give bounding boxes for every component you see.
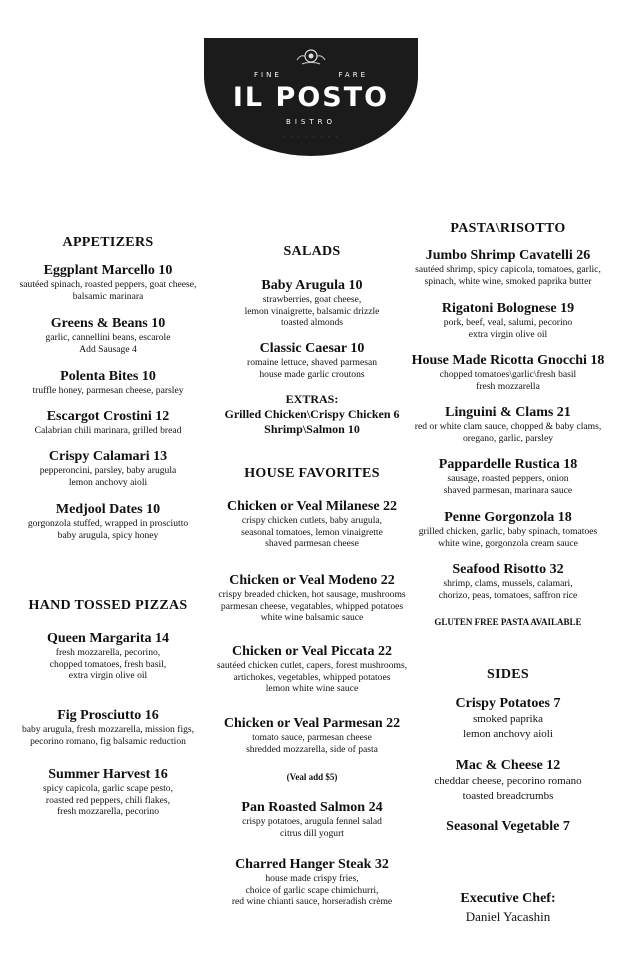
item-desc: crispy breaded chicken, hot sausage, mushrooms [218,589,406,600]
logo-fine: FINE [254,71,282,79]
item-name: Chicken or Veal Milanese 22 [226,499,398,514]
item-desc: shaved parmesan, marinara sauce [443,484,573,496]
menu-item [210,277,414,329]
menu-item [6,766,210,818]
item-desc: spicy capicola, garlic scape pesto, [43,783,173,794]
item-desc: chopped tomatoes\garlic\fresh basil [439,369,577,380]
menu-item [398,757,618,804]
item-desc: spinach, white wine, smoked paprika butter [424,275,592,287]
item-desc: strawberries, goat cheese, [262,294,362,305]
item-desc: choice of garlic scape chimichurri, [245,884,379,896]
menu-item [6,315,210,355]
item-name: Pan Roasted Salmon 24 [241,800,383,815]
item-desc: sausage, roasted peppers, onion [447,473,569,484]
item-name: Classic Caesar 10 [259,341,365,356]
gluten-free-note [398,617,618,628]
item-name: House Made Ricotta Gnocchi 18 [411,353,605,368]
item-desc: lemon white wine sauce [265,683,359,694]
item-desc: grilled chicken, garlic, baby spinach, tomatoes [418,526,598,537]
menu-item [6,501,210,541]
item-desc: artichokes, vegetables, whipped potatoes [233,671,391,683]
menu-item [398,695,618,742]
item-desc: baby arugula, fresh mozzarella, mission figs, [21,724,195,735]
menu-item [6,630,210,682]
item-name: Eggplant Marcello 10 [43,263,173,278]
item-desc: pepperoncini, parsley, baby arugula [39,465,177,476]
menu-item [398,352,618,392]
item-name: Fig Prosciutto 16 [57,708,159,723]
menu-item [6,368,210,397]
menu-item [6,707,210,747]
extras-line: Grilled Chicken\Crispy Chicken 6 [224,407,400,421]
item-name: Chicken or Veal Piccata 22 [232,644,392,659]
item-name: Chicken or Veal Modeno 22 [229,573,395,588]
item-name: Charred Hanger Steak 32 [235,857,389,872]
menu-item [6,408,210,437]
item-name: Polenta Bites 10 [60,369,156,384]
item-name: Rigatoni Bolognese 19 [441,301,575,316]
menu-item [210,643,414,695]
logo-name: IL POSTO [232,82,390,113]
menu-item [210,498,414,550]
item-desc: balsamic marinara [72,290,144,302]
item-desc: red wine chianti sauce, horseradish crème [231,896,393,907]
chef-label: Executive Chef: [460,891,556,906]
item-desc: baby arugula, spicy honey [57,529,159,541]
salad-extras [210,392,414,437]
menu-item [6,262,210,302]
menu-item [398,509,618,549]
item-desc: crispy potatoes, arugula fennel salad [242,816,382,827]
restaurant-logo [204,38,418,156]
extras-line: Shrimp\Salmon 10 [264,422,360,436]
item-desc: smoked paprika [473,713,543,725]
item-desc: garlic, cannellini beans, escarole [45,332,171,343]
gluten-free-text: GLUTEN FREE PASTA AVAILABLE [434,617,582,627]
item-desc: shredded mozzarella, side of pasta [246,743,378,755]
item-desc: red or white clam sauce, chopped & baby clams, [414,421,602,432]
item-desc: romaine lettuce, shaved parmesan [247,357,377,368]
menu-item [398,300,618,340]
logo-fare: FARE [338,71,368,79]
item-name: Crispy Calamari 13 [48,449,168,464]
item-name: Chicken or Veal Parmesan 22 [223,716,401,731]
item-desc: truffle honey, parmesan cheese, parsley [32,385,184,396]
item-desc: roasted red peppers, chili flakes, [45,794,171,806]
item-name: Queen Margarita 14 [46,631,170,646]
menu-item [210,799,414,839]
menu-item [398,456,618,496]
item-name: Linguini & Clams 21 [445,405,571,420]
menu-item [398,561,618,601]
menu-item [398,404,618,444]
item-desc: toasted breadcrumbs [462,790,554,802]
item-name: Greens & Beans 10 [50,316,166,331]
item-name: Summer Harvest 16 [48,767,168,782]
item-name: Seasonal Vegetable 7 [446,819,570,834]
item-desc: white wine balsamic sauce [260,612,364,623]
item-desc: oregano, garlic, parsley [462,432,554,444]
item-desc: pecorino romano, fig balsamic reduction [30,735,186,747]
menu-item [210,715,414,755]
item-desc: lemon anchovy aioli [463,728,553,740]
item-name: Jumbo Shrimp Cavatelli 26 [425,248,591,263]
veal-note [210,772,414,783]
item-desc: seasonal tomatoes, lemon vinaigrette [241,526,383,538]
menu-item [6,448,210,488]
item-desc: chorizo, peas, tomatoes, saffron rice [438,589,578,601]
item-desc: gorgonzola stuffed, wrapped in prosciutto [27,518,189,529]
section-heading-salads: SALADS [283,244,341,259]
item-name: Pappardelle Rustica 18 [438,457,578,472]
item-desc: extra virgin olive oil [68,670,148,681]
chef-name: Daniel Yacashin [465,909,551,924]
item-desc: chopped tomatoes, fresh basil, [49,658,167,670]
item-desc: parmesan cheese, vegatables, whipped potatoes [220,600,404,612]
logo-bistro: BISTRO [286,118,336,126]
menu-item [398,247,618,287]
section-heading-pasta: PASTA\RISOTTO [450,221,566,236]
item-desc: shaved parmesan cheese [265,538,359,549]
item-desc: pork, beef, veal, salumi, pecorino [443,317,573,328]
item-desc: house made crispy fries, [265,873,359,884]
logo-dots: · · · · · · · · [282,134,340,140]
floral-ornament-icon [294,44,328,68]
menu-item [210,340,414,380]
item-desc: extra virgin olive oil [468,328,548,340]
section-heading-pizzas: HAND TOSSED PIZZAS [28,598,188,613]
item-name: Crispy Potatoes 7 [455,696,561,711]
item-name: Medjool Dates 10 [55,502,161,517]
item-desc: shrimp, clams, mussels, calamari, [443,578,573,589]
item-desc: crispy chicken cutlets, baby arugula, [241,515,383,526]
item-desc: cheddar cheese, pecorino romano [434,775,582,787]
menu-item [210,856,414,908]
item-desc: fresh mozzarella, pecorino [56,806,159,817]
item-desc: fresh mozzarella [476,380,540,392]
item-desc: sautéed spinach, roasted peppers, goat cheese, [19,279,197,290]
item-desc: toasted almonds [280,317,344,328]
menu-item [210,572,414,624]
section-heading-appetizers: APPETIZERS [62,235,154,250]
item-desc: fresh mozzarella, pecorino, [55,647,161,658]
item-desc: lemon anchovy aioli [68,476,148,488]
section-heading-house-favorites: HOUSE FAVORITES [244,466,380,481]
item-desc: house made garlic croutons [259,368,365,380]
item-name: Mac & Cheese 12 [455,758,561,773]
item-desc: Add Sausage 4 [79,343,137,355]
extras-label: EXTRAS: [285,392,339,406]
item-desc: sautéed chicken cutlet, capers, forest mushrooms, [216,660,408,671]
item-name: Baby Arugula 10 [261,278,363,293]
item-desc: white wine, gorgonzola cream sauce [438,537,578,549]
item-desc: tomato sauce, parmesan cheese [252,732,372,743]
item-desc: lemon vinaigrette, balsamic drizzle [244,305,380,317]
item-desc: sautéed shrimp, spicy capicola, tomatoes, garlic, [415,264,601,275]
item-name: Escargot Crostini 12 [46,409,170,424]
item-name: Penne Gorgonzola 18 [444,510,572,525]
menu-item [398,818,618,835]
section-heading-sides: SIDES [487,667,529,682]
item-desc: Calabrian chili marinara, grilled bread [34,425,182,436]
item-desc: citrus dill yogurt [280,827,344,839]
executive-chef [398,890,618,926]
veal-note-text: (Veal add $5) [286,772,338,782]
item-name: Seafood Risotto 32 [452,562,564,577]
